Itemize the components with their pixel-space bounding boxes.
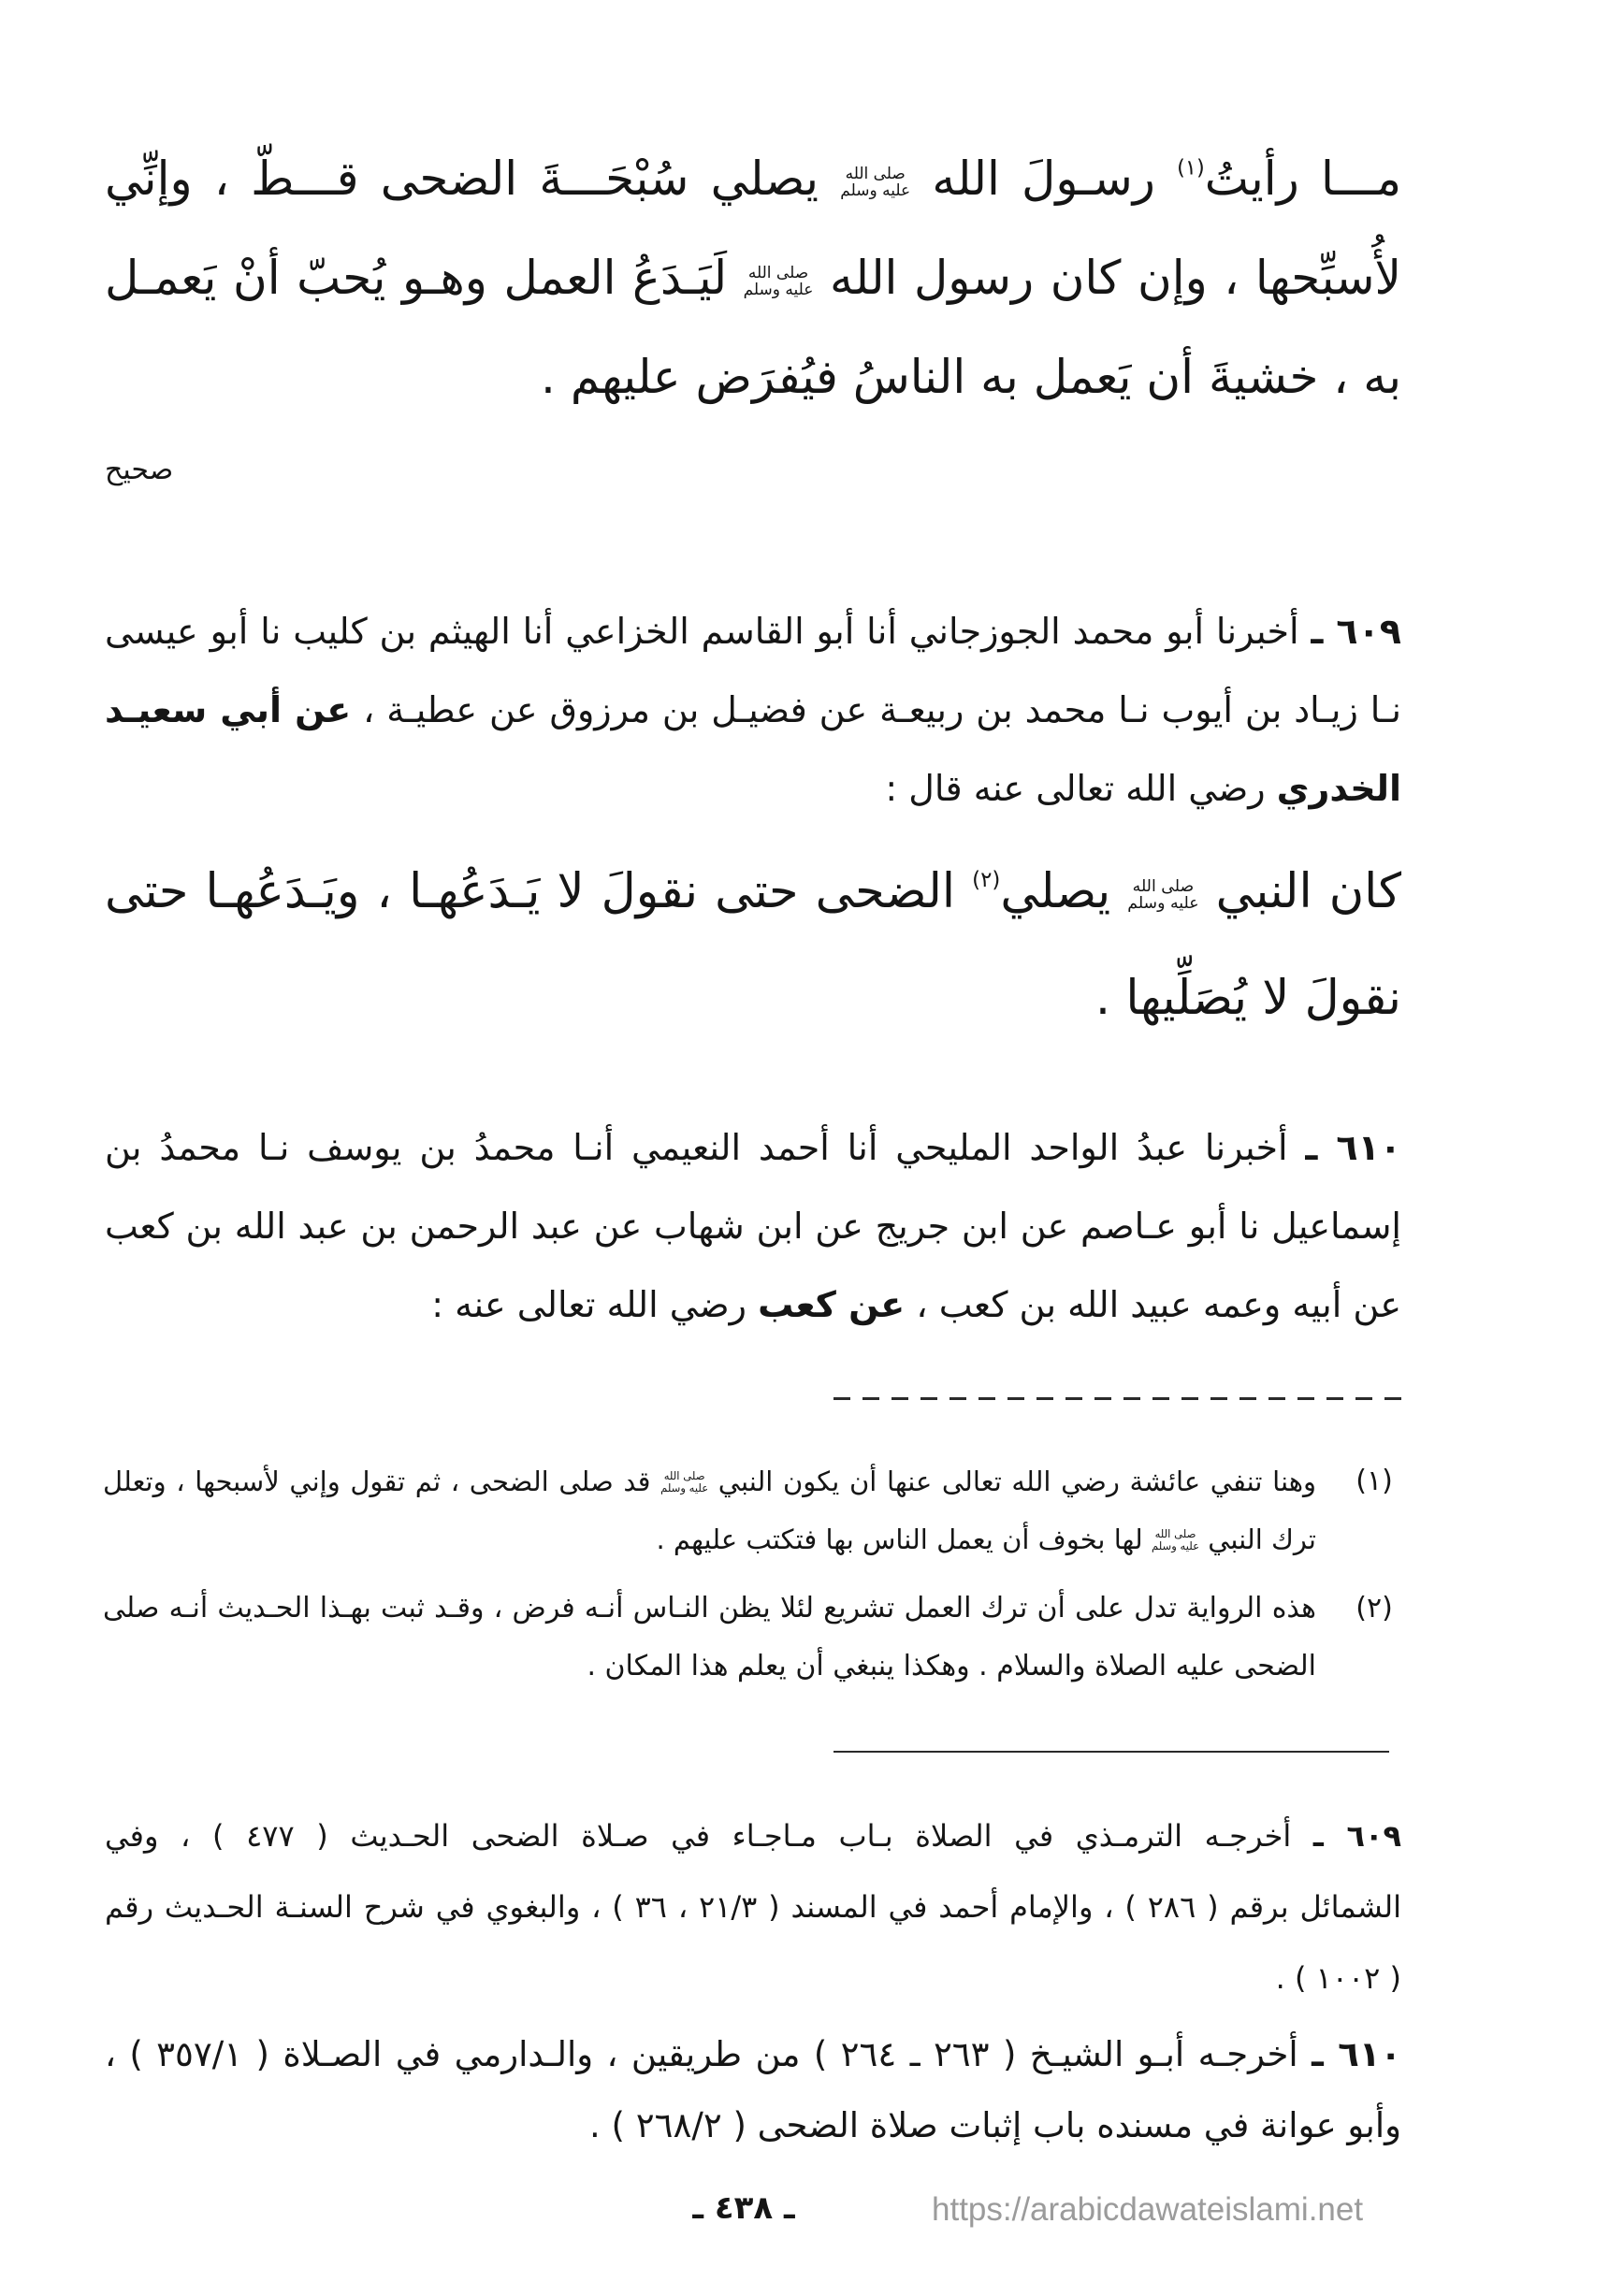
- matn-line: [105, 228, 1401, 327]
- takhrij-line: وأبو عوانة في مسنده باب إثبات صلاة الضحى ( ٢٦٨/٢ ) .: [589, 2105, 1401, 2145]
- footnote-run: ترك النبي: [1208, 1523, 1316, 1555]
- matn-text: مـــا رأيتُ: [1204, 152, 1401, 206]
- takhrij-610: [105, 2019, 1401, 2161]
- footnote-run: لها بخوف أن يعمل الناس بها فتكتب عليهم .: [656, 1523, 1143, 1555]
- salawat-top: صلى الله: [1132, 876, 1195, 896]
- salawat-bottom: عليه وسلم: [1151, 1538, 1200, 1552]
- takhrij-609: [105, 1800, 1401, 2014]
- hadith-number: ٦١٠ ـ: [1305, 1127, 1401, 1168]
- companion-name: عن أبي سعيـد: [105, 689, 352, 730]
- source-watermark: https://arabicdawateislami.net: [932, 2191, 1364, 2228]
- takhrij-separator-rule: [833, 1751, 1389, 1753]
- footnote-ref: (٢): [972, 868, 1001, 893]
- isnad-text: نـا زيـاد بن أيوب نـا محمد بن ربيعـة عن فضيـل بن مرزوق عن عطيـة ،: [363, 689, 1401, 730]
- salawat-bottom: عليه وسلم: [1127, 893, 1199, 913]
- takhrij-line: [105, 1800, 1401, 1871]
- matn-line: [105, 839, 1401, 946]
- hadith-number: ٦١٠ ـ: [1312, 2034, 1402, 2074]
- companion-name: عن كعب: [758, 1284, 906, 1325]
- matn-text: به ، خشيةَ أن يَعمل به الناسُ فيُفرَض عليهم .: [541, 350, 1401, 404]
- takhrij-text: أخرجـه الترمـذي في الصلاة بـاب مـاجـاء في صـلاة الضحى الحـديث ( ٤٧٧ ) ، وفي: [105, 1818, 1292, 1854]
- footnote-line: [103, 1510, 1316, 1568]
- hadith-matn-block: [105, 839, 1401, 1052]
- salawat-ligature: [1127, 878, 1198, 912]
- takhrij-line: ( ١٠٠٢ ) .: [1275, 1960, 1401, 1996]
- page-number: ـ ٤٣٨ ـ: [692, 2189, 795, 2227]
- isnad-text: عن أبيه وعمه عبيد الله بن كعب ،: [916, 1284, 1401, 1325]
- salawat-top: صلى الله: [747, 264, 809, 282]
- salawat-ligature: [660, 1470, 708, 1493]
- takhrij-line: الشمائل برقم ( ٢٨٦ ) ، والإمام أحمد في المسند ( ٢١/٣ ، ٣٦ ) ، والبغوي في شرح السنـة الحـديث رقم: [105, 1889, 1402, 1925]
- salawat-ligature: [1152, 1528, 1199, 1551]
- isnad-line: [105, 1108, 1401, 1187]
- isnad-line: [105, 592, 1401, 671]
- matn-text: نقولَ لا يُصَلِّيها .: [1094, 971, 1401, 1026]
- isnad-text: أخبرنا أبو محمد الجوزجاني أنا أبو القاسم الخزاعي أنا الهيثم بن كليب نا أبو عيسى: [105, 611, 1299, 652]
- isnad-text: رضي الله تعالى عنه :: [431, 1284, 747, 1325]
- hadith-number: ٦٠٩ ـ: [1311, 611, 1401, 652]
- isnad-text: رضي الله تعالى عنه قال :: [885, 768, 1266, 809]
- footnote-run: قد صلى الضحى ، ثم تقول وإني لأسبحها ، وتعلل: [103, 1466, 651, 1497]
- isnad-line: [105, 1187, 1401, 1265]
- salawat-bottom: عليه وسلم: [840, 181, 911, 200]
- footnote-marker: (٢): [1355, 1592, 1393, 1625]
- salawat-top: صلى الله: [663, 1469, 705, 1483]
- footnote-run: وهنا تنفي عائشة رضي الله تعالى عنها أن يكون النبي: [718, 1466, 1316, 1497]
- matn-text: كان النبي: [1215, 864, 1401, 919]
- hadith-matn-block: [105, 129, 1401, 426]
- isnad-block-609: [105, 592, 1401, 828]
- salawat-bottom: عليه وسلم: [660, 1480, 709, 1495]
- companion-name: الخدري: [1276, 768, 1401, 809]
- matn-text: يصلي: [1000, 864, 1111, 919]
- isnad-line: [105, 671, 1401, 749]
- salawat-bottom: عليه وسلم: [743, 280, 814, 299]
- footnote-text: [103, 1452, 1316, 1568]
- isnad-text: أخبرنا عبدُ الواحد المليحي أنا أحمد النعيمي أنـا محمدُ بن يوسف نـا محمدُ بن: [105, 1127, 1288, 1168]
- takhrij-text: أخرجـه أبـو الشيـخ ( ٢٦٣ ـ ٢٦٤ ) من طريقين ، والـدارمي في الصـلاة ( ٣٥٧/١ ) ،: [105, 2034, 1298, 2074]
- footnote-marker: (١): [1355, 1465, 1393, 1497]
- matn-text: لَيَـدَعُ العمل وهـو يُحبّ أنْ يَعمـل: [105, 251, 728, 305]
- matn-text: يصلي سُبْحَـــةَ الضحى قـــطّ ، وإنِّي: [105, 152, 819, 206]
- matn-text: الضحى حتى نقولَ لا يَـدَعُهـا ، ويَـدَعُهـا حتى: [105, 864, 956, 919]
- matn-text: رسـولَ الله: [932, 152, 1155, 206]
- isnad-line: [105, 749, 1401, 828]
- footnote-line: [103, 1452, 1316, 1510]
- hadith-number: ٦٠٩ ـ: [1312, 1818, 1402, 1854]
- matn-text: لأُسبِّحها ، وإن كان رسول الله: [829, 251, 1401, 305]
- matn-line: [105, 327, 1401, 426]
- footnote-separator-dashed: [833, 1397, 1401, 1400]
- salawat-ligature: [744, 266, 814, 299]
- salawat-top: صلى الله: [845, 165, 906, 183]
- footnote-text: [103, 1580, 1316, 1696]
- matn-line: [105, 946, 1401, 1052]
- salawat-ligature: [840, 166, 910, 200]
- footnote-ref: (١): [1177, 155, 1205, 181]
- isnad-text: إسماعيل نا أبو عـاصم عن ابن جريج عن ابن شهاب عن عبد الرحمن بن عبد الله بن كعب: [105, 1206, 1401, 1247]
- grading-label: صحيح: [105, 454, 174, 486]
- isnad-block-610: [105, 1108, 1401, 1344]
- isnad-line: [105, 1265, 1401, 1344]
- matn-line: [105, 129, 1401, 228]
- salawat-top: صلى الله: [1154, 1527, 1196, 1541]
- footnote-line: الضحى عليه الصلاة والسلام . وهكذا ينبغي أن يعلم هذا المكان .: [587, 1650, 1316, 1682]
- takhrij-line: [105, 2019, 1401, 2090]
- footnote-line: هذه الرواية تدل على أن ترك العمل تشريع لئلا يظن النـاس أنـه فرض ، وقـد ثبت بهـذا الحـديث أنـه صلى: [103, 1592, 1316, 1625]
